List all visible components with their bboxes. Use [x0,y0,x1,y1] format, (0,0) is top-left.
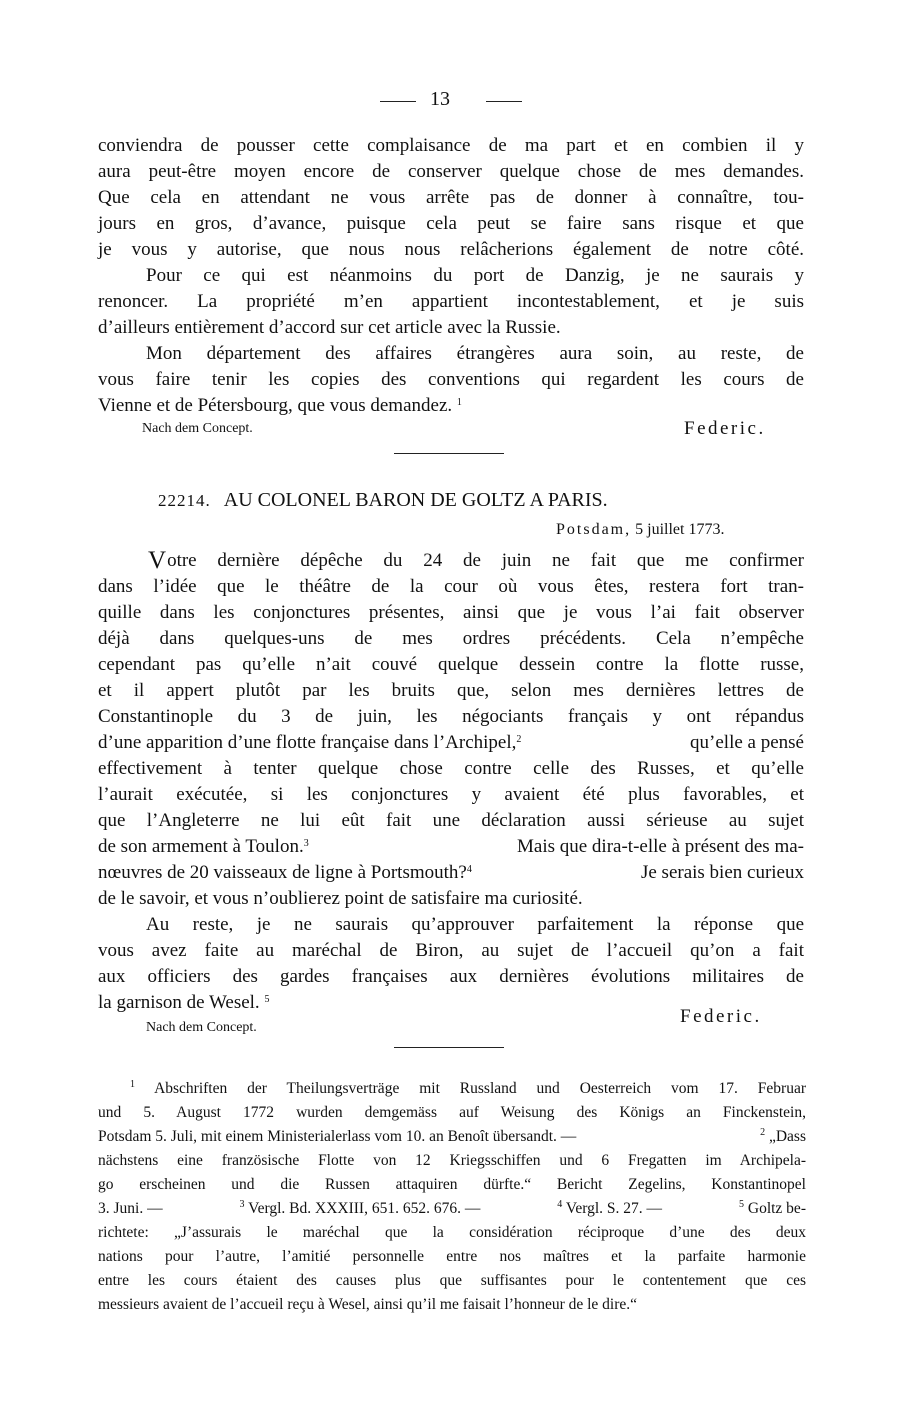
letter2-line-15: Au reste, je ne saurais qu’approuver parfaitement la réponse que [146,914,804,935]
letter2-line-8-b: qu’elle a pensé [690,732,804,753]
letter2-dateline [556,517,724,543]
letter1-signature: Federic. [684,418,766,439]
letter1-line-11-text: Vienne et de Pétersbourg, que vous demandez. [98,395,453,416]
letter2-line-12-a [98,834,309,860]
footnote-marker-2: 2 [760,1127,766,1138]
letter2-line-7: Constantinople du 3 de juin, les négociants français y ont répandus [98,706,804,727]
footnote-marker-1: 1 [130,1079,135,1090]
letter2-date: 5 juillet 1773. [635,521,725,538]
footnote-ref-5: 5 [264,994,270,1005]
footnote-ref-3: 3 [303,838,309,849]
page-number: 13 [430,88,450,110]
letter2-line-13-a [98,860,472,886]
footnote-ref-1: 1 [456,397,462,408]
footnote-line-6-a: 3. Juni. — [98,1200,163,1217]
letter2-number: 22214. [158,491,211,510]
footnote-marker-4: 4 [557,1199,563,1210]
footnote-line-5: go erscheinen und die Russen attaquiren dürfte.“ Bericht Zegelins, Konstantinopel [98,1176,806,1193]
letter2-line-2: dans l’idée que le théâtre de la cour où vous êtes, restera fort tran- [98,576,804,597]
footnote-line-6-c [557,1197,662,1221]
footnote-line-3-quote: „Dass [768,1128,806,1145]
letter2-line-8 [98,730,804,756]
footnote-line-3 [98,1125,806,1149]
letter2-line-3: quille dans les conjonctures présentes, ainsi que je vous l’ai fait observer [98,602,804,623]
letter1-line-9: Mon département des affaires étrangères aura soin, au reste, de [146,343,804,364]
letter2-heading [158,487,608,514]
footnote-ref-2: 2 [516,734,522,745]
footnote-line-8: nations pour l’autre, l’amitié personnelle entre nos maîtres et la parfaite harmonie [98,1248,806,1265]
letter1-line-3: Que cela en attendant ne vous arrête pas de donner à connaître, tou- [98,187,804,208]
footnote-marker-5: 5 [739,1199,744,1210]
letter1-line-5: je vous y autorise, que nous nous relâcherions également de notre côté. [98,239,804,260]
letter2-line-5: cependant pas qu’elle n’ait couvé quelque dessein contre la flotte russe, [98,654,804,675]
letter2-line-12 [98,834,804,860]
letter2-line-13-text: nœuvres de 20 vaisseaux de ligne à Portsmouth? [98,862,467,883]
footnote-line-6-b [240,1197,481,1221]
letter1-line-8: d’ailleurs entièrement d’accord sur cet article avec la Russie. [98,317,561,338]
footnote-line-2: und 5. August 1772 wurden demgemäss auf Weisung des Königs an Finckenstein, [98,1104,806,1121]
letter2-title: AU COLONEL BARON DE GOLTZ A PARIS. [223,489,608,511]
footnote-line-9: entre les cours étaient des causes plus que suffisantes pour le contentement que ces [98,1272,806,1289]
letter2-line-18 [98,990,269,1016]
footnote-marker-3: 3 [239,1199,245,1210]
letter2-line-12-b: Mais que dira-t-elle à présent des ma- [517,836,804,857]
letter2-line-17: aux officiers des gardes françaises aux dernières évolutions militaires de [98,966,804,987]
letter2-line-1 [148,548,804,574]
drop-initial: V [148,547,167,574]
letter2-line-13 [98,860,804,886]
page-number-dash-right [486,101,522,102]
letter1-line-2: aura peut-être moyen encore de conserver quelque chose de mes demandes. [98,161,804,182]
footnote-line-1 [130,1077,806,1101]
letter2-line-13-b: Je serais bien curieux [640,862,804,883]
footnote-line-10: messieurs avaient de l’accueil reçu à Wesel, ainsi qu’il me faisait l’honneur de le dire.“ [98,1296,638,1313]
letter1-line-7: renoncer. La propriété m’en appartient incontestablement, et je suis [98,291,804,312]
letter1-line-6: Pour ce qui est néanmoins du port de Danzig, je ne saurais y [146,265,804,286]
letter2-line-10: l’aurait exécutée, si les conjonctures y avaient été plus favorables, et [98,784,804,805]
letter2-line-1-text: otre dernière dépêche du 24 de juin ne fait que me confirmer [167,550,804,571]
letter2-source: Nach dem Concept. [146,1020,257,1035]
letter1-source: Nach dem Concept. [142,421,253,436]
letter2-line-8-a [98,730,521,756]
letter2-place: Potsdam, [556,521,632,538]
footnote-line-7: richtete: „J’assurais le maréchal que la considération réciproque d’une des deux [98,1224,806,1241]
letter2-line-9: effectivement à tenter quelque chose contre celle des Russes, et qu’elle [98,758,804,779]
footnote-line-6-ref2: Vergl. S. 27. — [565,1200,663,1217]
footnote-line-6 [98,1197,806,1221]
footnote-ref-4: 4 [466,864,472,875]
section-divider-1 [394,453,504,454]
letter2-line-6: et il appert plutôt par les bruits que, selon mes dernières lettres de [98,680,804,701]
letter2-signature: Federic. [680,1006,762,1027]
footnote-line-6-end: Goltz be- [747,1200,806,1217]
footnote-line-6-d [739,1197,806,1221]
letter1-line-1: conviendra de pousser cette complaisance de ma part et en combien il y [98,135,804,156]
letter2-line-8-text: d’une apparition d’une flotte française dans l’Archipel, [98,732,517,753]
footnote-line-3-b [760,1125,806,1149]
page-number-dash-left [380,101,416,102]
section-divider-2 [394,1047,504,1048]
footnote-line-1-text: Abschriften der Theilungsverträge mit Russland und Oesterreich vom 17. Februar [154,1080,806,1097]
letter2-line-18-text: la garnison de Wesel. [98,992,260,1013]
letter2-line-16: vous avez faite au maréchal de Biron, au sujet de l’accueil qu’on a fait [98,940,804,961]
letter2-line-4: déjà dans quelques-uns de mes ordres précédents. Cela n’empêche [98,628,804,649]
footnote-line-4: nächstens eine französische Flotte von 12 Kriegsschiffen und 6 Fregatten im Archipela- [98,1152,806,1169]
letter2-line-14: de le savoir, et vous n’oublierez point de satisfaire ma curiosité. [98,888,583,909]
footnote-line-6-ref: Vergl. Bd. XXXIII, 651. 652. 676. — [248,1200,481,1217]
letter2-line-11: que l’Angleterre ne lui eût fait une déclaration aussi sérieuse au sujet [98,810,804,831]
letter1-line-10: vous faire tenir les copies des conventions qui regardent les cours de [98,369,804,390]
letter2-line-12-text: de son armement à Toulon. [98,836,304,857]
footnote-line-3-a: Potsdam 5. Juli, mit einem Ministerialerlass vom 10. an Benoît übersandt. — [98,1128,577,1145]
letter1-line-4: jours en gros, d’avance, puisque cela peut se faire sans risque et que [98,213,804,234]
